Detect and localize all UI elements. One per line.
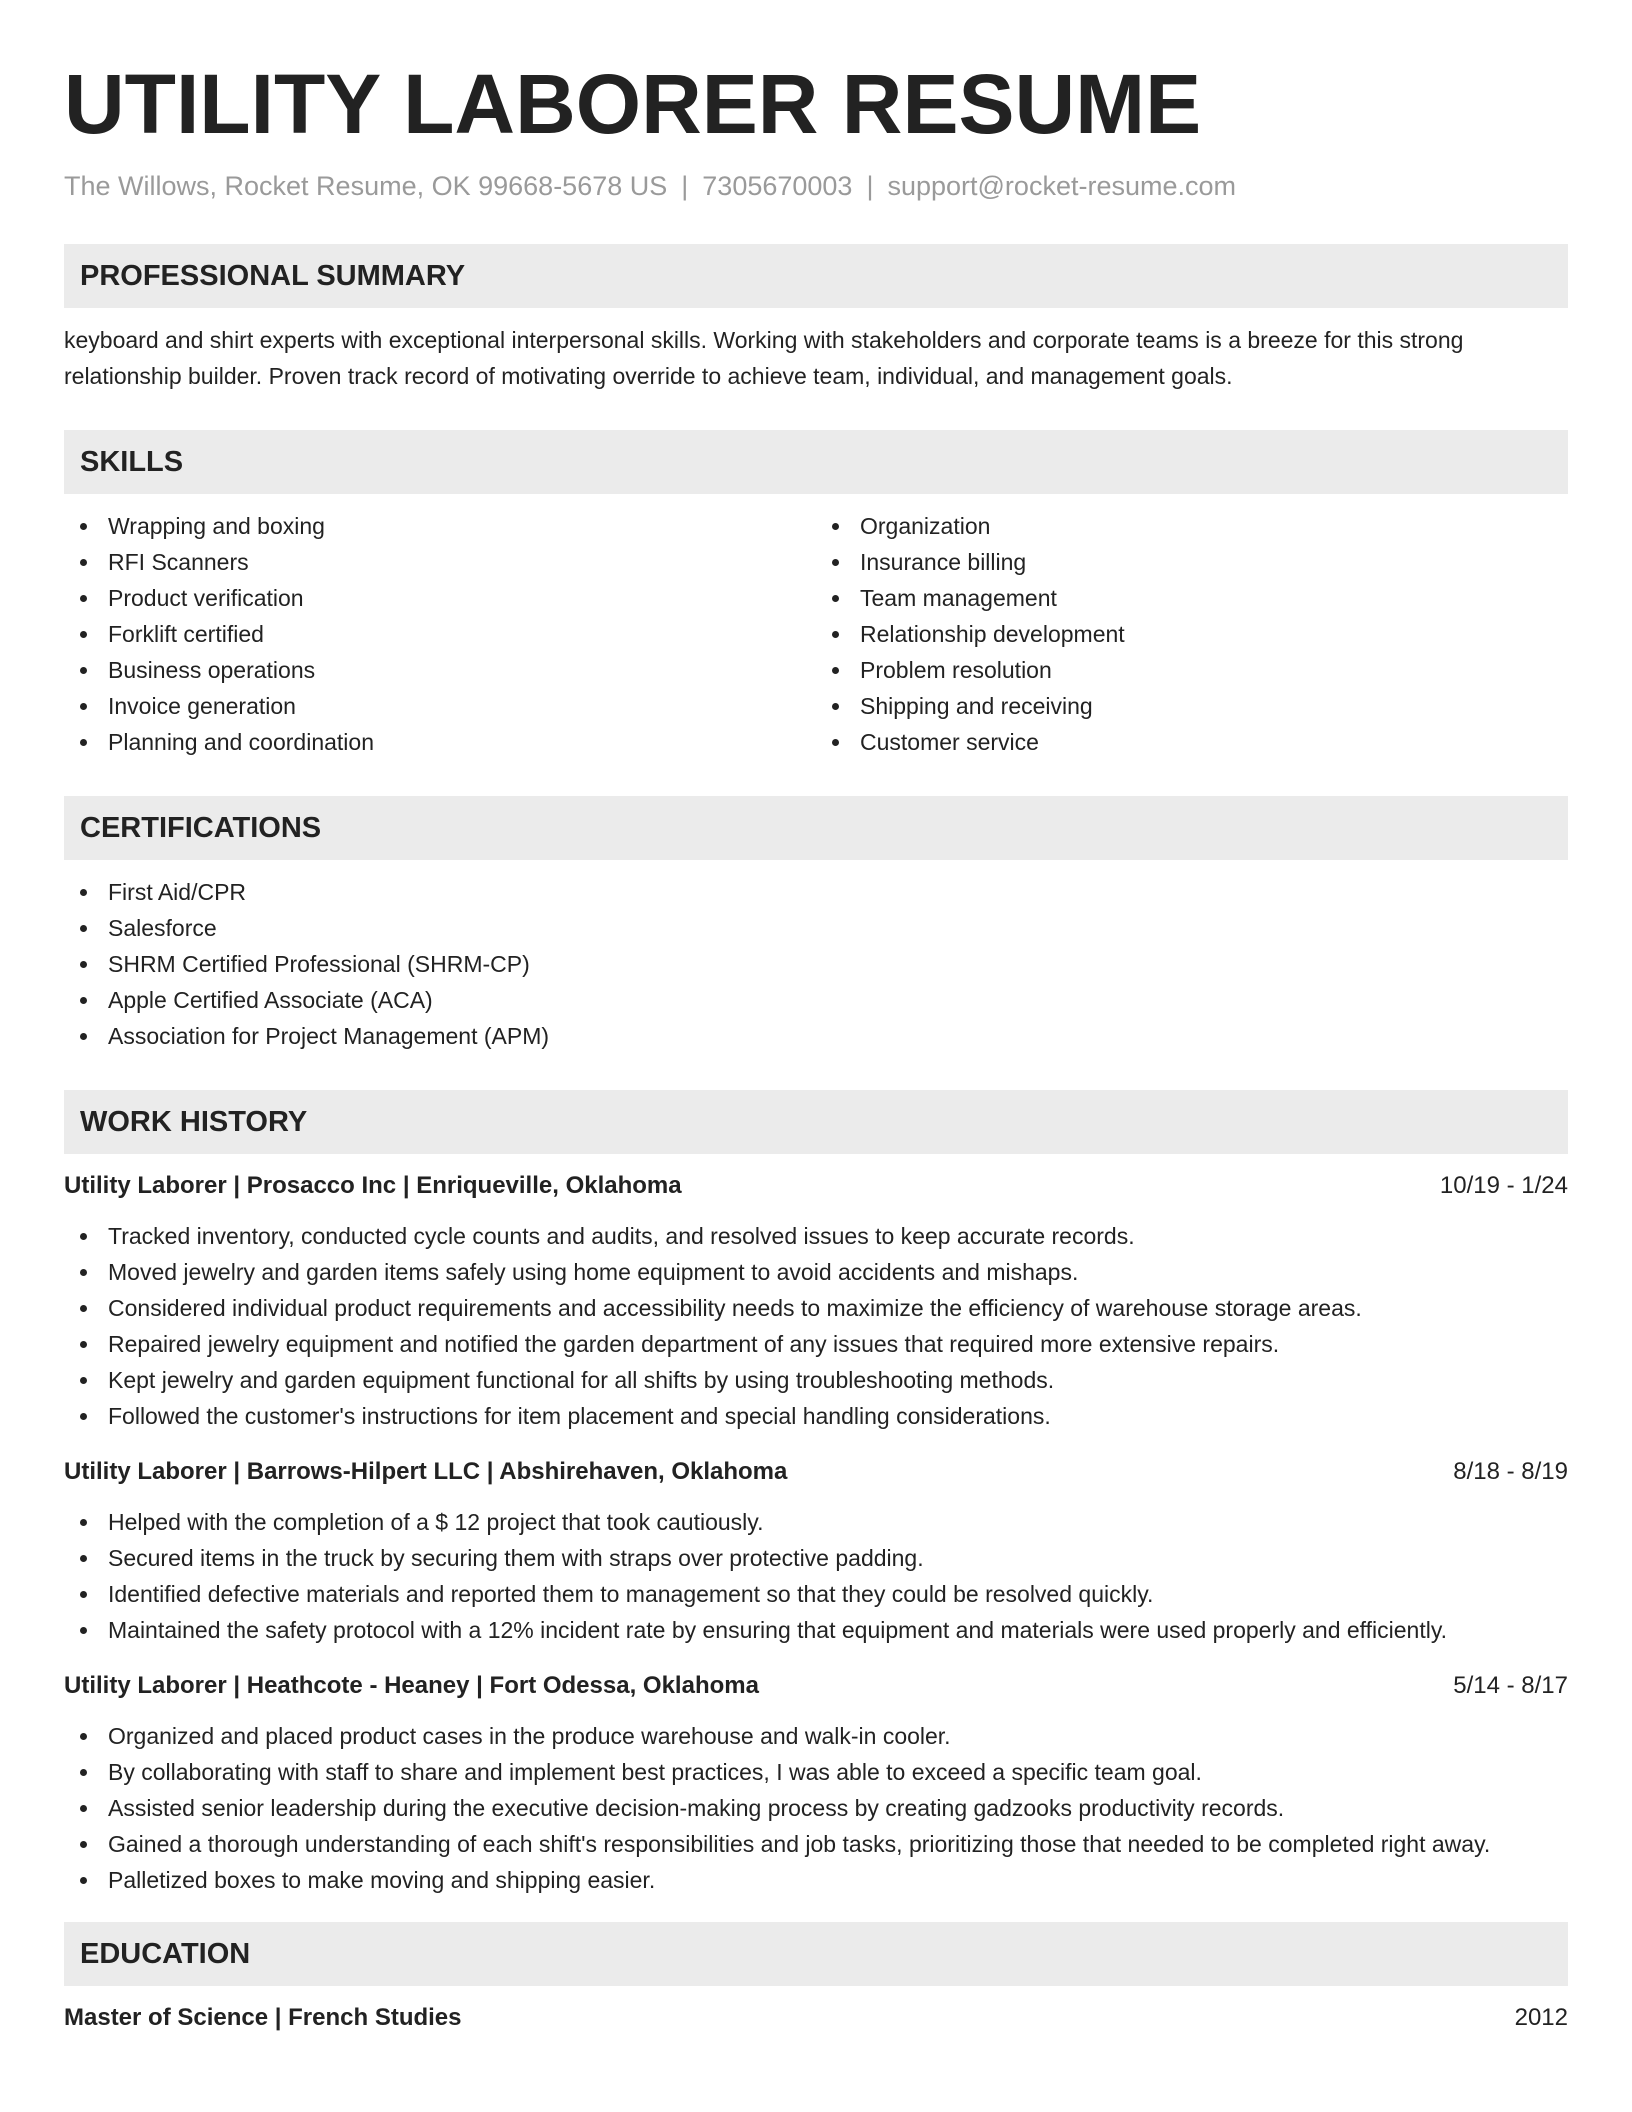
job-entry — [64, 1168, 1568, 1434]
skills-list-right — [816, 508, 1568, 760]
job-bullets — [64, 1504, 1568, 1648]
skills-list-left — [64, 508, 816, 760]
skill-item: Product verification — [64, 580, 816, 616]
section-header-skills: SKILLS — [64, 430, 1568, 494]
work-history-list — [64, 1168, 1568, 1898]
job-bullet: Considered individual product requirements and accessibility needs to maximize the efficiency of warehouse storage areas. — [64, 1290, 1568, 1326]
skills-grid — [64, 508, 1568, 760]
summary-text: keyboard and shirt experts with exceptional interpersonal skills. Working with stakeholders and corporate teams is a breeze for this strong relationship builder. Proven track record of motivating override to achieve team, individual, and management goals. — [64, 327, 1464, 389]
job-bullet: Gained a thorough understanding of each shift's responsibilities and job tasks, prioritizing those that needed to be completed right away. — [64, 1826, 1568, 1862]
skills-column-left — [64, 508, 816, 760]
contact-separator: | — [866, 171, 874, 201]
education-title: Master of Science | French Studies — [64, 2004, 462, 2031]
skill-item: Business operations — [64, 652, 816, 688]
section-header-education: EDUCATION — [64, 1922, 1568, 1986]
job-dates: 8/18 - 8/19 — [1453, 1458, 1568, 1485]
skill-item: Invoice generation — [64, 688, 816, 724]
contact-line — [64, 168, 1568, 204]
skill-item: Organization — [816, 508, 1568, 544]
job-title: Utility Laborer | Prosacco Inc | Enriqueville, Oklahoma — [64, 1172, 682, 1199]
job-bullet: Identified defective materials and reported them to management so that they could be resolved quickly. — [64, 1576, 1568, 1612]
job-bullet: Kept jewelry and garden equipment functional for all shifts by using troubleshooting methods. — [64, 1362, 1568, 1398]
skill-item: Wrapping and boxing — [64, 508, 816, 544]
education-year: 2012 — [1514, 2004, 1568, 2031]
certification-item: SHRM Certified Professional (SHRM-CP) — [64, 946, 1568, 982]
skill-item: Team management — [816, 580, 1568, 616]
job-bullet: Maintained the safety protocol with a 12% incident rate by ensuring that equipment and materials were used properly and efficiently. — [64, 1612, 1568, 1648]
job-bullet: By collaborating with staff to share and implement best practices, I was able to exceed a specific team goal. — [64, 1754, 1568, 1790]
job-entry — [64, 1668, 1568, 1898]
job-bullet: Helped with the completion of a $ 12 project that took cautiously. — [64, 1504, 1568, 1540]
contact-phone: 7305670003 — [702, 171, 853, 201]
job-dates: 5/14 - 8/17 — [1453, 1672, 1568, 1699]
job-title: Utility Laborer | Barrows-Hilpert LLC | Abshirehaven, Oklahoma — [64, 1458, 788, 1485]
job-bullet: Moved jewelry and garden items safely using home equipment to avoid accidents and mishaps. — [64, 1254, 1568, 1290]
skills-column-right — [816, 508, 1568, 760]
education-list — [64, 2000, 1568, 2036]
job-bullet: Palletized boxes to make moving and shipping easier. — [64, 1862, 1568, 1898]
job-bullet: Organized and placed product cases in the produce warehouse and walk-in cooler. — [64, 1718, 1568, 1754]
job-header — [64, 1454, 1568, 1490]
section-header-work-history: WORK HISTORY — [64, 1090, 1568, 1154]
job-dates: 10/19 - 1/24 — [1439, 1172, 1568, 1199]
job-title: Utility Laborer | Heathcote - Heaney | Fort Odessa, Oklahoma — [64, 1672, 759, 1699]
certification-item: Apple Certified Associate (ACA) — [64, 982, 1568, 1018]
skill-item: Problem resolution — [816, 652, 1568, 688]
skill-item: Customer service — [816, 724, 1568, 760]
skill-item: Forklift certified — [64, 616, 816, 652]
skill-item: Planning and coordination — [64, 724, 816, 760]
job-bullet: Followed the customer's instructions for item placement and special handling considerations. — [64, 1398, 1568, 1434]
certification-item: First Aid/CPR — [64, 874, 1568, 910]
job-entry — [64, 1454, 1568, 1648]
contact-email[interactable]: support@rocket-resume.com — [887, 171, 1236, 201]
skill-item: RFI Scanners — [64, 544, 816, 580]
job-bullet: Tracked inventory, conducted cycle counts and audits, and resolved issues to keep accurate records. — [64, 1218, 1568, 1254]
certifications-list — [64, 874, 1568, 1054]
resume-title: UTILITY LABORER RESUME — [64, 57, 1202, 151]
job-bullet: Assisted senior leadership during the executive decision-making process by creating gadzooks productivity records. — [64, 1790, 1568, 1826]
job-bullets — [64, 1718, 1568, 1898]
job-bullet: Repaired jewelry equipment and notified the garden department of any issues that required more extensive repairs. — [64, 1326, 1568, 1362]
skill-item: Shipping and receiving — [816, 688, 1568, 724]
contact-separator: | — [681, 171, 689, 201]
contact-address: The Willows, Rocket Resume, OK 99668-5678 US — [64, 171, 668, 201]
section-header-certifications: CERTIFICATIONS — [64, 796, 1568, 860]
job-header — [64, 1668, 1568, 1704]
job-bullet: Secured items in the truck by securing them with straps over protective padding. — [64, 1540, 1568, 1576]
skill-item: Relationship development — [816, 616, 1568, 652]
certification-item: Association for Project Management (APM) — [64, 1018, 1568, 1054]
skill-item: Insurance billing — [816, 544, 1568, 580]
job-header — [64, 1168, 1568, 1204]
certification-item: Salesforce — [64, 910, 1568, 946]
education-entry — [64, 2000, 1568, 2036]
section-header-summary: PROFESSIONAL SUMMARY — [64, 244, 1568, 308]
job-bullets — [64, 1218, 1568, 1434]
